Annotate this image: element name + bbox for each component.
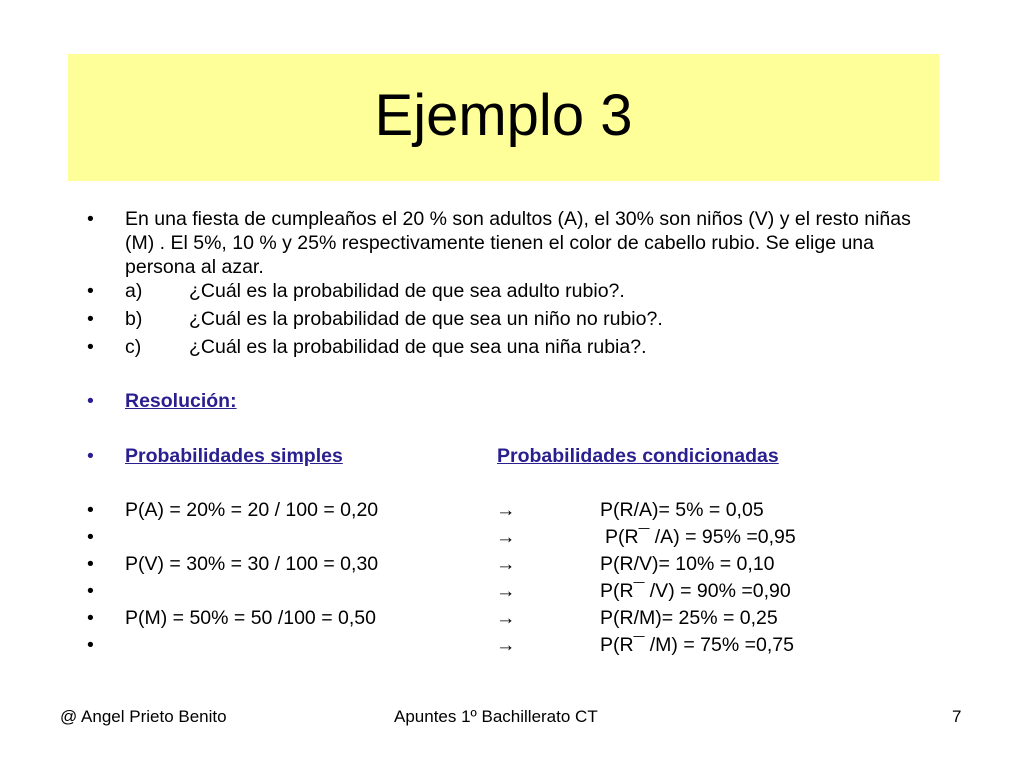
bullet: • — [87, 280, 94, 302]
probability-row — [0, 579, 1024, 603]
header-underline-gap — [372, 444, 497, 466]
question-text: ¿Cuál es la probabilidad de que sea un niño no rubio?. — [189, 308, 663, 330]
footer-author: @ Angel Prieto Benito — [60, 707, 227, 726]
conditional-probability: P(R¯ /V) = 90% =0,90 — [600, 580, 791, 602]
bullet: • — [87, 607, 94, 629]
bullet: • — [87, 208, 94, 230]
bullet: • — [87, 336, 94, 358]
arrow-icon: → — [496, 553, 516, 575]
bullet: • — [87, 499, 94, 521]
question-text: ¿Cuál es la probabilidad de que sea una niña rubia?. — [189, 336, 647, 358]
intro-paragraph: En una fiesta de cumpleaños el 20 % son adultos (A), el 30% son niños (V) y el resto niñas (M) . El 5%, 10 % y 25% respectivamente tienen el color de cabello rubio. Se elige una persona al azar. — [125, 208, 911, 278]
title-banner — [68, 54, 939, 181]
question-text: ¿Cuál es la probabilidad de que sea adulto rubio?. — [189, 280, 625, 302]
column-headers — [0, 444, 1024, 468]
bullet: • — [87, 526, 94, 548]
probability-row — [0, 606, 1024, 630]
simple-probability: P(M) = 50% = 50 /100 = 0,50 — [125, 607, 376, 629]
question-label: b) — [125, 308, 143, 330]
footer-page-number: 7 — [952, 707, 962, 726]
probability-row — [0, 525, 1024, 549]
conditional-probability: P(R/M)= 25% = 0,25 — [600, 607, 778, 629]
question-a — [0, 279, 1024, 303]
resolution-line — [0, 389, 1024, 413]
resolution-heading: Resolución: — [125, 390, 237, 412]
bullet: • — [87, 634, 94, 656]
question-label: a) — [125, 280, 143, 302]
arrow-icon: → — [496, 607, 516, 629]
probability-row — [0, 633, 1024, 657]
footer-course: Apuntes 1º Bachillerato CT — [394, 707, 598, 726]
slide-title: Ejemplo 3 — [374, 82, 633, 148]
arrow-icon: → — [496, 526, 516, 548]
question-label: c) — [125, 336, 142, 358]
conditional-probability: P(R/V)= 10% = 0,10 — [600, 553, 775, 575]
arrow-icon: → — [496, 580, 516, 602]
conditional-probability: P(R¯ /M) = 75% =0,75 — [600, 634, 794, 656]
bullet: • — [87, 308, 94, 330]
arrow-icon: → — [496, 499, 516, 521]
bullet: • — [87, 580, 94, 602]
bullet: • — [87, 553, 94, 575]
question-c — [0, 335, 1024, 359]
conditional-probability: P(R¯ /A) = 95% =0,95 — [605, 526, 796, 548]
probability-row — [0, 498, 1024, 522]
arrow-icon: → — [496, 634, 516, 656]
bullet: • — [87, 390, 94, 412]
probability-row — [0, 552, 1024, 576]
bullet: • — [87, 445, 94, 467]
simple-probabilities-header: Probabilidades simples — [125, 445, 343, 467]
question-b — [0, 307, 1024, 331]
conditional-probabilities-header: Probabilidades condicionadas — [497, 445, 779, 467]
conditional-probability: P(R/A)= 5% = 0,05 — [600, 499, 764, 521]
simple-probability: P(A) = 20% = 20 / 100 = 0,20 — [125, 499, 379, 521]
simple-probability: P(V) = 30% = 30 / 100 = 0,30 — [125, 553, 379, 575]
